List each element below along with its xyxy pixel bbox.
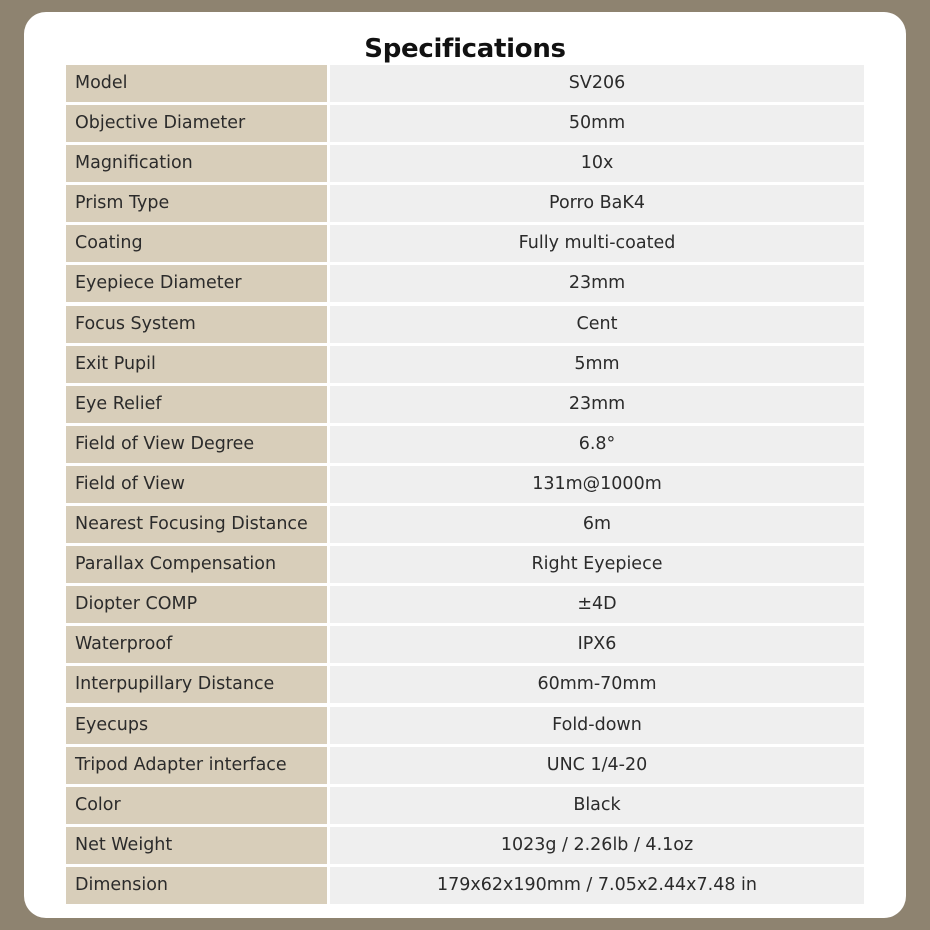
spec-row [66,466,864,503]
spec-label: Eye Relief [66,386,327,423]
spec-value: 6m [330,506,864,543]
spec-label: Waterproof [66,626,327,663]
spec-row [66,867,864,904]
spec-value: UNC 1/4-20 [330,747,864,784]
spec-value: 10x [330,145,864,182]
spec-value: 23mm [330,265,864,302]
spec-row [66,787,864,824]
spec-label: Net Weight [66,827,327,864]
spec-row [66,105,864,142]
spec-value: Fully multi-coated [330,225,864,262]
spec-row [66,546,864,583]
spec-label: Color [66,787,327,824]
spec-value: Porro BaK4 [330,185,864,222]
spec-label: Model [66,65,327,102]
spec-value: 1023g / 2.26lb / 4.1oz [330,827,864,864]
spec-value: 60mm-70mm [330,666,864,703]
spec-value: SV206 [330,65,864,102]
spec-row [66,265,864,302]
spec-label: Field of View Degree [66,426,327,463]
spec-value: 23mm [330,386,864,423]
spec-row [66,65,864,102]
spec-label: Tripod Adapter interface [66,747,327,784]
spec-value: 50mm [330,105,864,142]
spec-value: ±4D [330,586,864,623]
spec-label: Exit Pupil [66,346,327,383]
spec-row [66,707,864,744]
spec-row [66,185,864,222]
spec-value: IPX6 [330,626,864,663]
spec-row [66,225,864,262]
spec-label: Dimension [66,867,327,904]
spec-value: 179x62x190mm / 7.05x2.44x7.48 in [330,867,864,904]
spec-value: Cent [330,306,864,343]
spec-label: Prism Type [66,185,327,222]
spec-value: Black [330,787,864,824]
spec-label: Focus System [66,306,327,343]
spec-label: Magnification [66,145,327,182]
spec-row [66,666,864,703]
spec-value: 5mm [330,346,864,383]
spec-row [66,426,864,463]
spec-row [66,506,864,543]
spec-row [66,145,864,182]
spec-card [24,12,906,918]
spec-value: Fold-down [330,707,864,744]
spec-row [66,827,864,864]
spec-label: Eyepiece Diameter [66,265,327,302]
spec-label: Nearest Focusing Distance [66,506,327,543]
spec-value: 131m@1000m [330,466,864,503]
spec-label: Interpupillary Distance [66,666,327,703]
spec-value: 6.8° [330,426,864,463]
page-title: Specifications [364,34,566,64]
spec-row [66,386,864,423]
spec-label: Eyecups [66,707,327,744]
spec-row [66,306,864,343]
spec-label: Diopter COMP [66,586,327,623]
spec-label: Objective Diameter [66,105,327,142]
spec-row [66,586,864,623]
spec-row [66,626,864,663]
spec-row [66,346,864,383]
spec-value: Right Eyepiece [330,546,864,583]
spec-label: Parallax Compensation [66,546,327,583]
spec-row [66,747,864,784]
spec-label: Coating [66,225,327,262]
spec-label: Field of View [66,466,327,503]
spec-table [66,65,864,907]
